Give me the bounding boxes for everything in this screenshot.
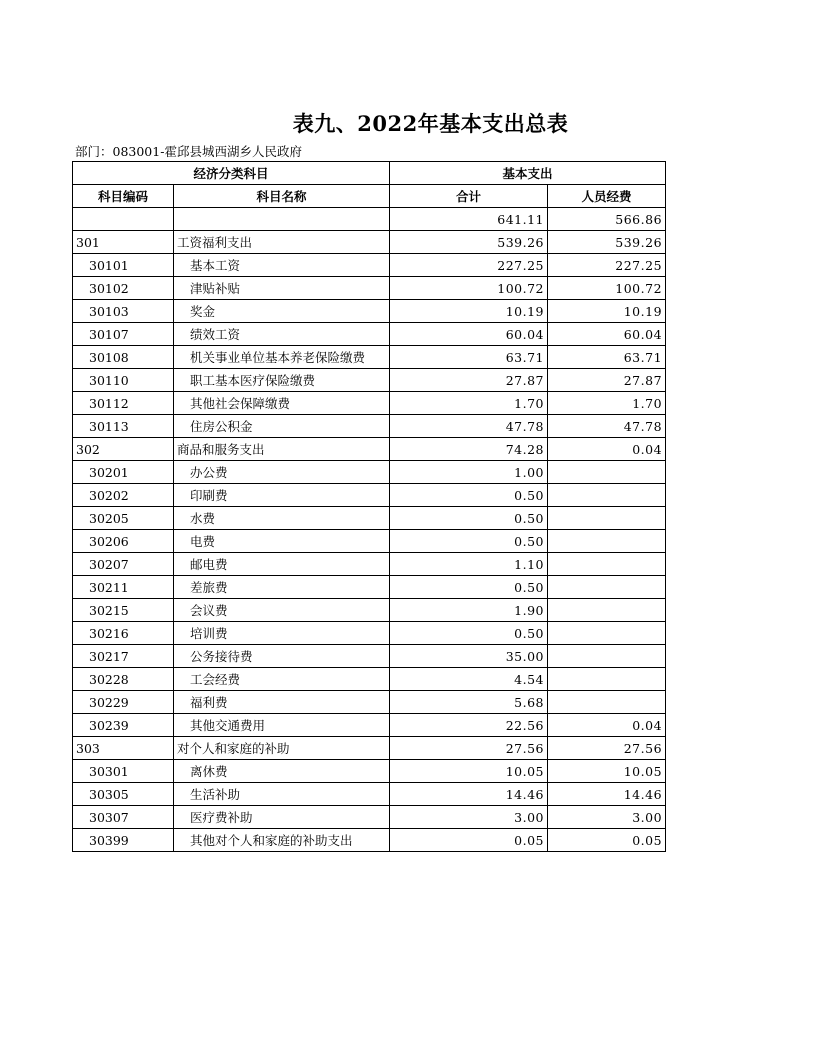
row-personnel: 3.00 (548, 806, 666, 829)
row-personnel (548, 691, 666, 714)
table-row (73, 369, 666, 392)
row-name: 医疗费补助 (174, 806, 390, 829)
row-personnel: 539.26 (548, 231, 666, 254)
table-row (73, 599, 666, 622)
table-row (73, 829, 666, 852)
row-code: 30305 (73, 783, 174, 806)
row-name: 培训费 (174, 622, 390, 645)
row-name: 工会经费 (174, 668, 390, 691)
row-personnel: 10.05 (548, 760, 666, 783)
row-total: 22.56 (390, 714, 548, 737)
row-name: 福利费 (174, 691, 390, 714)
row-code: 30216 (73, 622, 174, 645)
row-code: 302 (73, 438, 174, 461)
row-name (174, 208, 390, 231)
row-code: 30215 (73, 599, 174, 622)
row-code: 30301 (73, 760, 174, 783)
row-name: 离休费 (174, 760, 390, 783)
table-row (73, 438, 666, 461)
row-name: 其他对个人和家庭的补助支出 (174, 829, 390, 852)
table-row (73, 392, 666, 415)
row-personnel (548, 484, 666, 507)
header-econ-group: 经济分类科目 (73, 162, 390, 185)
row-total: 0.50 (390, 484, 548, 507)
table-row (73, 645, 666, 668)
table-row (73, 300, 666, 323)
table-row (73, 530, 666, 553)
row-personnel: 63.71 (548, 346, 666, 369)
row-total: 27.87 (390, 369, 548, 392)
row-name: 绩效工资 (174, 323, 390, 346)
table-row (73, 760, 666, 783)
row-total: 47.78 (390, 415, 548, 438)
table-row (73, 277, 666, 300)
row-code: 30110 (73, 369, 174, 392)
header-total: 合计 (390, 185, 548, 208)
row-total: 4.54 (390, 668, 548, 691)
table-row (73, 461, 666, 484)
row-total: 5.68 (390, 691, 548, 714)
table-row (73, 346, 666, 369)
row-total: 10.05 (390, 760, 548, 783)
row-personnel: 0.04 (548, 438, 666, 461)
row-code: 30205 (73, 507, 174, 530)
row-total: 227.25 (390, 254, 548, 277)
row-total: 63.71 (390, 346, 548, 369)
row-personnel: 60.04 (548, 323, 666, 346)
row-code: 30239 (73, 714, 174, 737)
row-name: 生活补助 (174, 783, 390, 806)
row-name: 差旅费 (174, 576, 390, 599)
row-name: 电费 (174, 530, 390, 553)
row-total: 10.19 (390, 300, 548, 323)
row-personnel (548, 553, 666, 576)
table-row (73, 714, 666, 737)
row-total: 60.04 (390, 323, 548, 346)
row-personnel: 566.86 (548, 208, 666, 231)
row-personnel (548, 622, 666, 645)
row-code: 30108 (73, 346, 174, 369)
table-row (73, 806, 666, 829)
row-code: 30113 (73, 415, 174, 438)
row-total: 100.72 (390, 277, 548, 300)
row-total: 0.05 (390, 829, 548, 852)
row-name: 邮电费 (174, 553, 390, 576)
header-name: 科目名称 (174, 185, 390, 208)
row-name: 其他交通费用 (174, 714, 390, 737)
table-row (73, 783, 666, 806)
table-row (73, 737, 666, 760)
table-row (73, 576, 666, 599)
row-code: 30399 (73, 829, 174, 852)
header-personnel: 人员经费 (548, 185, 666, 208)
row-code: 30307 (73, 806, 174, 829)
row-total: 14.46 (390, 783, 548, 806)
row-code (73, 208, 174, 231)
table-row (73, 208, 666, 231)
row-name: 奖金 (174, 300, 390, 323)
row-personnel: 1.70 (548, 392, 666, 415)
row-code: 30207 (73, 553, 174, 576)
table-row (73, 231, 666, 254)
row-total: 539.26 (390, 231, 548, 254)
table-row (73, 668, 666, 691)
row-name: 工资福利支出 (174, 231, 390, 254)
page-title: 表九、2022年基本支出总表 (292, 111, 569, 136)
row-code: 30112 (73, 392, 174, 415)
row-code: 301 (73, 231, 174, 254)
row-total: 0.50 (390, 622, 548, 645)
header-row-group (73, 162, 666, 185)
row-total: 0.50 (390, 507, 548, 530)
header-row-columns (73, 185, 666, 208)
row-personnel (548, 645, 666, 668)
table-row (73, 415, 666, 438)
row-total: 1.70 (390, 392, 548, 415)
row-personnel (548, 530, 666, 553)
row-name: 机关事业单位基本养老保险缴费 (174, 346, 390, 369)
row-name: 办公费 (174, 461, 390, 484)
row-code: 30228 (73, 668, 174, 691)
row-personnel: 100.72 (548, 277, 666, 300)
row-total: 27.56 (390, 737, 548, 760)
table-row (73, 553, 666, 576)
row-total: 641.11 (390, 208, 548, 231)
row-name: 对个人和家庭的补助 (174, 737, 390, 760)
row-personnel (548, 668, 666, 691)
row-personnel (548, 461, 666, 484)
row-code: 303 (73, 737, 174, 760)
row-personnel: 27.56 (548, 737, 666, 760)
row-personnel (548, 599, 666, 622)
row-code: 30103 (73, 300, 174, 323)
row-total: 74.28 (390, 438, 548, 461)
row-personnel: 27.87 (548, 369, 666, 392)
table-row (73, 323, 666, 346)
row-code: 30201 (73, 461, 174, 484)
row-total: 35.00 (390, 645, 548, 668)
row-personnel: 0.04 (548, 714, 666, 737)
table-row (73, 254, 666, 277)
row-total: 0.50 (390, 576, 548, 599)
row-name: 住房公积金 (174, 415, 390, 438)
table-row (73, 691, 666, 714)
table-row (73, 622, 666, 645)
row-name: 基本工资 (174, 254, 390, 277)
header-basic-group: 基本支出 (390, 162, 666, 185)
row-name: 会议费 (174, 599, 390, 622)
row-personnel: 0.05 (548, 829, 666, 852)
table-row (73, 484, 666, 507)
row-personnel: 14.46 (548, 783, 666, 806)
row-total: 0.50 (390, 530, 548, 553)
row-personnel: 47.78 (548, 415, 666, 438)
row-personnel (548, 507, 666, 530)
row-total: 1.10 (390, 553, 548, 576)
row-name: 公务接待费 (174, 645, 390, 668)
row-code: 30102 (73, 277, 174, 300)
row-code: 30217 (73, 645, 174, 668)
table-row (73, 507, 666, 530)
row-code: 30229 (73, 691, 174, 714)
row-personnel (548, 576, 666, 599)
basic-expenditure-table (72, 161, 666, 852)
row-total: 1.90 (390, 599, 548, 622)
row-total: 1.00 (390, 461, 548, 484)
row-name: 津贴补贴 (174, 277, 390, 300)
row-name: 职工基本医疗保险缴费 (174, 369, 390, 392)
row-name: 商品和服务支出 (174, 438, 390, 461)
row-code: 30101 (73, 254, 174, 277)
row-code: 30206 (73, 530, 174, 553)
row-code: 30107 (73, 323, 174, 346)
row-personnel: 227.25 (548, 254, 666, 277)
row-code: 30211 (73, 576, 174, 599)
row-name: 印刷费 (174, 484, 390, 507)
row-personnel: 10.19 (548, 300, 666, 323)
row-name: 水费 (174, 507, 390, 530)
row-name: 其他社会保障缴费 (174, 392, 390, 415)
row-code: 30202 (73, 484, 174, 507)
department-label: 部门：083001-霍邱县城西湖乡人民政府 (75, 144, 302, 159)
table-body (73, 208, 666, 852)
row-total: 3.00 (390, 806, 548, 829)
header-code: 科目编码 (73, 185, 174, 208)
